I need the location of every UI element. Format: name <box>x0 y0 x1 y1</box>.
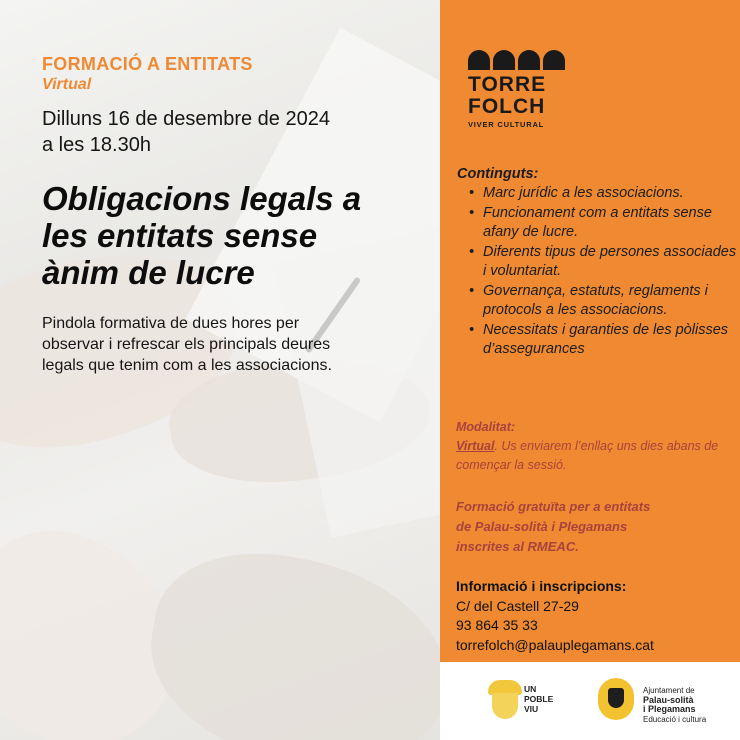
logo-text-line: FOLCH <box>468 95 546 118</box>
free-training-note <box>456 497 738 557</box>
event-kicker: FORMACIÓ A ENTITATS <box>42 54 253 74</box>
modality-text <box>456 437 738 475</box>
event-description <box>42 313 422 376</box>
photo-hand-shape <box>135 535 440 740</box>
title-line: Obligacions legals a <box>42 180 362 217</box>
description-line: Pindola formativa de dues hores per <box>42 315 300 332</box>
time-line: a les 18.30h <box>42 134 151 156</box>
date-line: Dilluns 16 de desembre de 2024 <box>42 108 330 130</box>
acorn-icon <box>488 680 522 720</box>
logo-text-line: TORRE <box>468 73 547 96</box>
contents-list <box>457 184 737 360</box>
virtual-link[interactable]: Virtual <box>456 439 495 453</box>
poble-line: VIU <box>524 704 539 714</box>
modality-detail: . Us enviarem l’enllaç uns dies abans de començar la sessió. <box>456 439 719 472</box>
un-poble-viu-logo <box>524 684 553 714</box>
note-line: de Palau-solità i Plegamans <box>456 519 628 534</box>
title-line: les entitats sense <box>42 217 318 254</box>
acorn-nut-shape <box>492 693 518 719</box>
note-line: Formació gratuïta per a entitats <box>456 499 651 514</box>
contact-heading: Informació i inscripcions: <box>456 578 627 594</box>
logo-subtitle: VIVER CULTURAL <box>468 120 545 129</box>
torre-folch-logo <box>468 50 588 129</box>
arch-icon <box>493 50 515 70</box>
contact-section <box>456 577 738 655</box>
ajunt-line: i Plegamans <box>643 704 696 714</box>
municipal-crest-icon <box>598 678 634 720</box>
list-item: • Marc jurídic a les associacions. <box>483 184 737 204</box>
info-panel <box>440 0 740 662</box>
poble-line: UN <box>524 684 537 694</box>
contact-email[interactable]: torrefolch@palauplegamans.cat <box>456 636 654 653</box>
description-line: legals que tenim com a les associacions. <box>42 357 332 374</box>
arch-icon <box>518 50 540 70</box>
list-item: • Funcionament com a entitats sense afany de lucre. <box>483 204 737 243</box>
contents-heading: Continguts: <box>457 166 539 182</box>
list-item: • Necessitats i garanties de les pòlisses d’assegurances <box>483 321 737 360</box>
arch-icon <box>468 50 490 70</box>
ajuntament-logo <box>643 686 706 724</box>
note-line: inscrites al RMEAC. <box>456 539 579 554</box>
contact-address: C/ del Castell 27-29 <box>456 597 579 614</box>
crest-inner-shape <box>608 688 624 708</box>
poble-line: POBLE <box>524 694 554 704</box>
title-line: ànim de lucre <box>42 254 255 291</box>
ajunt-line: Ajuntament de <box>643 686 695 695</box>
event-date <box>42 106 330 158</box>
ajunt-line: Educació i cultura <box>643 714 707 724</box>
description-line: observar i refrescar els principals deures <box>42 336 331 353</box>
event-format: Virtual <box>42 76 92 93</box>
contact-phone: 93 864 35 33 <box>456 617 538 633</box>
arch-icon <box>543 50 565 70</box>
modality-heading: Modalitat: <box>456 420 516 434</box>
modality-section <box>456 418 738 475</box>
arches-icon <box>468 50 588 70</box>
event-title <box>42 180 432 291</box>
list-item: • Governança, estatuts, reglaments i protocols a les associacions. <box>483 282 737 321</box>
ajunt-line: Palau-solità <box>643 694 694 705</box>
contents-section <box>457 166 737 360</box>
list-item: • Diferents tipus de persones associades i voluntariat. <box>483 243 737 282</box>
footer-logos <box>440 662 740 740</box>
